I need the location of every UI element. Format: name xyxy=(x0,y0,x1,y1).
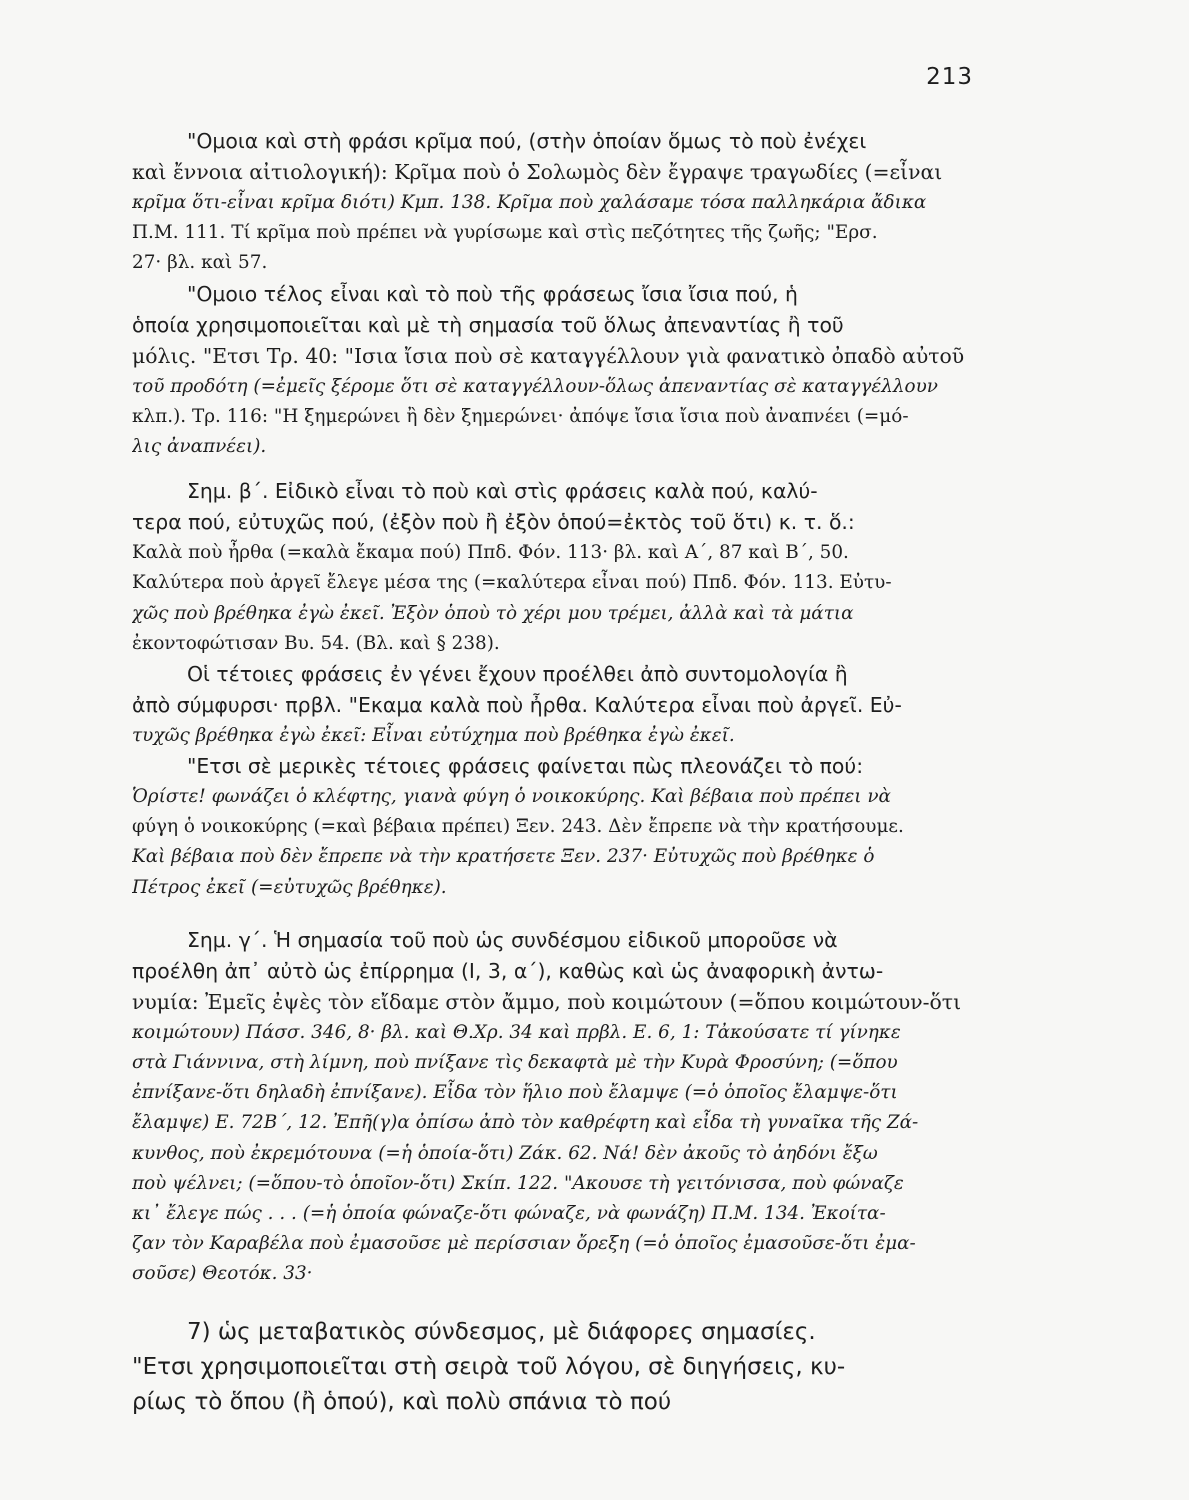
text-line: κι᾿ ἔλεγε πώς . . . (=ἡ ὁποία φώναζε-ὅτι φώναζε, νὰ φωνάζη) Π.Μ. 134. Ἐκοίτα- xyxy=(132,1202,886,1224)
text-line: Π.Μ. 111. Τί κρῖμα ποὺ πρέπει νὰ γυρίσωμε καὶ στὶς πεζότητες τῆς ζωῆς; "Ερσ. xyxy=(132,222,878,244)
text-line: στὰ Γιάννινα, στὴ λίμνη, ποὺ πνίξανε τὶς δεκαφτὰ μὲ τὴν Κυρὰ Φροσύνη; (=ὅπου xyxy=(132,1052,898,1073)
text-line: Ὁρίστε! φωνάζει ὁ κλέφτης, γιανὰ φύγη ὁ νοικοκύρης. Καὶ βέβαια ποὺ πρέπει νὰ xyxy=(132,786,891,808)
text-line: 27· βλ. καὶ 57. xyxy=(132,252,268,274)
text-line: προέλθη ἀπ᾿ αὐτὸ ὡς ἐπίρρημα (Ι, 3, α΄), καθὼς καὶ ὡς ἀναφορικὴ ἀντω- xyxy=(132,958,884,983)
text-line: ποὺ ψέλνει; (=ὅπου-τὸ ὁποῖον-ὅτι) Σκίπ. 122. "Ακουσε τὴ γειτόνισσα, ποὺ φώναζε xyxy=(132,1172,904,1194)
text-line: κρῖμα ὅτι-εἶναι κρῖμα διότι) Κμπ. 138. Κρῖμα ποὺ χαλάσαμε τόσα παλληκάρια ἄδικα xyxy=(132,192,927,213)
text-line: ἔλαμψε) Ε. 72Β΄, 12. Ἐπῆ(γ)α ὀπίσω ἀπὸ τὸν καθρέφτη καὶ εἶδα τὴ γυναῖκα τῆς Ζά- xyxy=(132,1112,919,1134)
text-line: Καλὰ ποὺ ἦρθα (=καλὰ ἔκαμα πού) Ππδ. Φόν. 113· βλ. καὶ Α΄, 87 καὶ Β΄, 50. xyxy=(132,542,849,564)
text-line: χῶς ποὺ βρέθηκα ἐγὼ ἐκεῖ. Ἐξὸν ὁποὺ τὸ χέρι μου τρέμει, ἀλλὰ καὶ τὰ μάτια xyxy=(132,602,854,624)
text-line: ρίως τὸ ὅπου (ἢ ὁπού), καὶ πολὺ σπάνια τὸ πού xyxy=(132,1388,672,1415)
text-line: τερα πού, εὐτυχῶς πού, (ἐξὸν ποὺ ἢ ἐξὸν ὁπού=ἐκτὸς τοῦ ὅτι) κ. τ. ὅ.: xyxy=(132,510,855,535)
text-line: "Ετσι σὲ μερικὲς τέτοιες φράσεις φαίνεται πὼς πλεονάζει τὸ πού: xyxy=(187,754,864,779)
body-text xyxy=(132,126,977,1420)
text-line: ἐκοντοφώτισαν Βυ. 54. (Βλ. καὶ § 238). xyxy=(132,632,500,654)
text-line: φύγη ὁ νοικοκύρης (=καὶ βέβαια πρέπει) Ξεν. 243. Δὲν ἔπρεπε νὰ τὴν κρατήσουμε. xyxy=(132,816,904,838)
text-line: ἀπὸ σύμφυρσι· πρβλ. "Εκαμα καλὰ ποὺ ἦρθα. Καλύτερα εἶναι ποὺ ἀργεῖ. Εὐ- xyxy=(132,692,902,717)
text-line: Πέτρος ἐκεῖ (=εὐτυχῶς βρέθηκε). xyxy=(132,876,447,898)
page-number: 213 xyxy=(926,64,973,90)
text-line: νυμία: Ἐμεῖς ἐψὲς τὸν εἴδαμε στὸν ἄμμο, ποὺ κοιμώτουν (=ὅπου κοιμώτουν-ὅτι xyxy=(132,989,962,1014)
text-line: Σημ. γ΄. Ἡ σημασία τοῦ ποὺ ὡς συνδέσμου εἰδικοῦ μποροῦσε νὰ xyxy=(187,927,838,952)
text-line: τοῦ προδότη (=ἐμεῖς ξέρομε ὅτι σὲ καταγγέλλουν-ὅλως ἀπεναντίας σὲ καταγγέλλουν xyxy=(132,375,938,397)
text-line: ἐπνίξανε-ὅτι δηλαδὴ ἐπνίξανε). Εἶδα τὸν ἥλιο ποὺ ἔλαμψε (=ὁ ὁποῖος ἔλαμψε-ὅτι xyxy=(132,1082,898,1104)
text-line: καὶ ἔννοια αἰτιολογική): Κρῖμα ποὺ ὁ Σολωμὸς δὲν ἔγραψε τραγωδίες (=εἶναι xyxy=(132,160,943,184)
text-line: ζαν τὸν Καραβέλα ποὺ ἐμασοῦσε μὲ περίσσιαν ὄρεξη (=ὁ ὁποῖος ἐμασοῦσε-ὅτι ἐμα- xyxy=(132,1233,916,1255)
text-line: Σημ. β΄. Εἰδικὸ εἶναι τὸ ποὺ καὶ στὶς φράσεις καλὰ πού, καλύ- xyxy=(187,479,818,504)
text-line: ὁποία χρησιμοποιεῖται καὶ μὲ τὴ σημασία τοῦ ὅλως ἀπεναντίας ἢ τοῦ xyxy=(132,312,844,337)
text-line: κλπ.). Τρ. 116: "Η ξημερώνει ἢ δὲν ξημερώνει· ἀπόψε ἴσια ἴσια ποὺ ἀναπνέει (=μό- xyxy=(132,405,909,427)
text-line: "Ετσι χρησιμοποιεῖται στὴ σειρὰ τοῦ λόγου, σὲ διηγήσεις, κυ- xyxy=(132,1353,846,1380)
text-line: τυχῶς βρέθηκα ἐγὼ ἐκεῖ: Εἶναι εὐτύχημα ποὺ βρέθηκα ἐγὼ ἐκεῖ. xyxy=(132,724,735,746)
text-line: λις ἀναπνέει). xyxy=(132,435,267,457)
text-line: Οἱ τέτοιες φράσεις ἐν γένει ἔχουν προέλθει ἀπὸ συντομολογία ἢ xyxy=(187,661,848,686)
text-line: "Ομοια καὶ στὴ φράσι κρῖμα πού, (στὴν ὁποίαν ὅμως τὸ ποὺ ἐνέχει xyxy=(187,129,867,153)
text-line: Καὶ βέβαια ποὺ δὲν ἔπρεπε νὰ τὴν κρατήσετε Ξεν. 237· Εὐτυχῶς ποὺ βρέθηκε ὁ xyxy=(132,846,875,868)
section-heading: 7) ὡς μεταβατικὸς σύνδεσμος, μὲ διάφορες σημασίες. xyxy=(187,1318,816,1345)
text-line: Καλύτερα ποὺ ἀργεῖ ἔλεγε μέσα της (=καλύτερα εἶναι πού) Ππδ. Φόν. 113. Εὐτυ- xyxy=(132,572,892,594)
text-line: μόλις. "Ετσι Τρ. 40: "Ισια ἴσια ποὺ σὲ καταγγέλλουν γιὰ φανατικὸ ὀπαδὸ αὐτοῦ xyxy=(132,343,965,368)
text-line: κυνθος, ποὺ ἐκρεμότουνα (=ἡ ὁποία-ὅτι) Ζάκ. 62. Νά! δὲν ἀκοῦς τὸ ἀηδόνι ἔξω xyxy=(132,1142,878,1164)
text-line: "Ομοιο τέλος εἶναι καὶ τὸ ποὺ τῆς φράσεως ἴσια ἴσια πού, ἡ xyxy=(187,281,798,306)
text-line: σοῦσε) Θεοτόκ. 33· xyxy=(132,1263,313,1285)
text-line: κοιμώτουν) Πάσσ. 346, 8· βλ. καὶ Θ.Χρ. 34 καὶ πρβλ. Ε. 6, 1: Τἀκούσατε τί γίνηκε xyxy=(132,1021,901,1043)
